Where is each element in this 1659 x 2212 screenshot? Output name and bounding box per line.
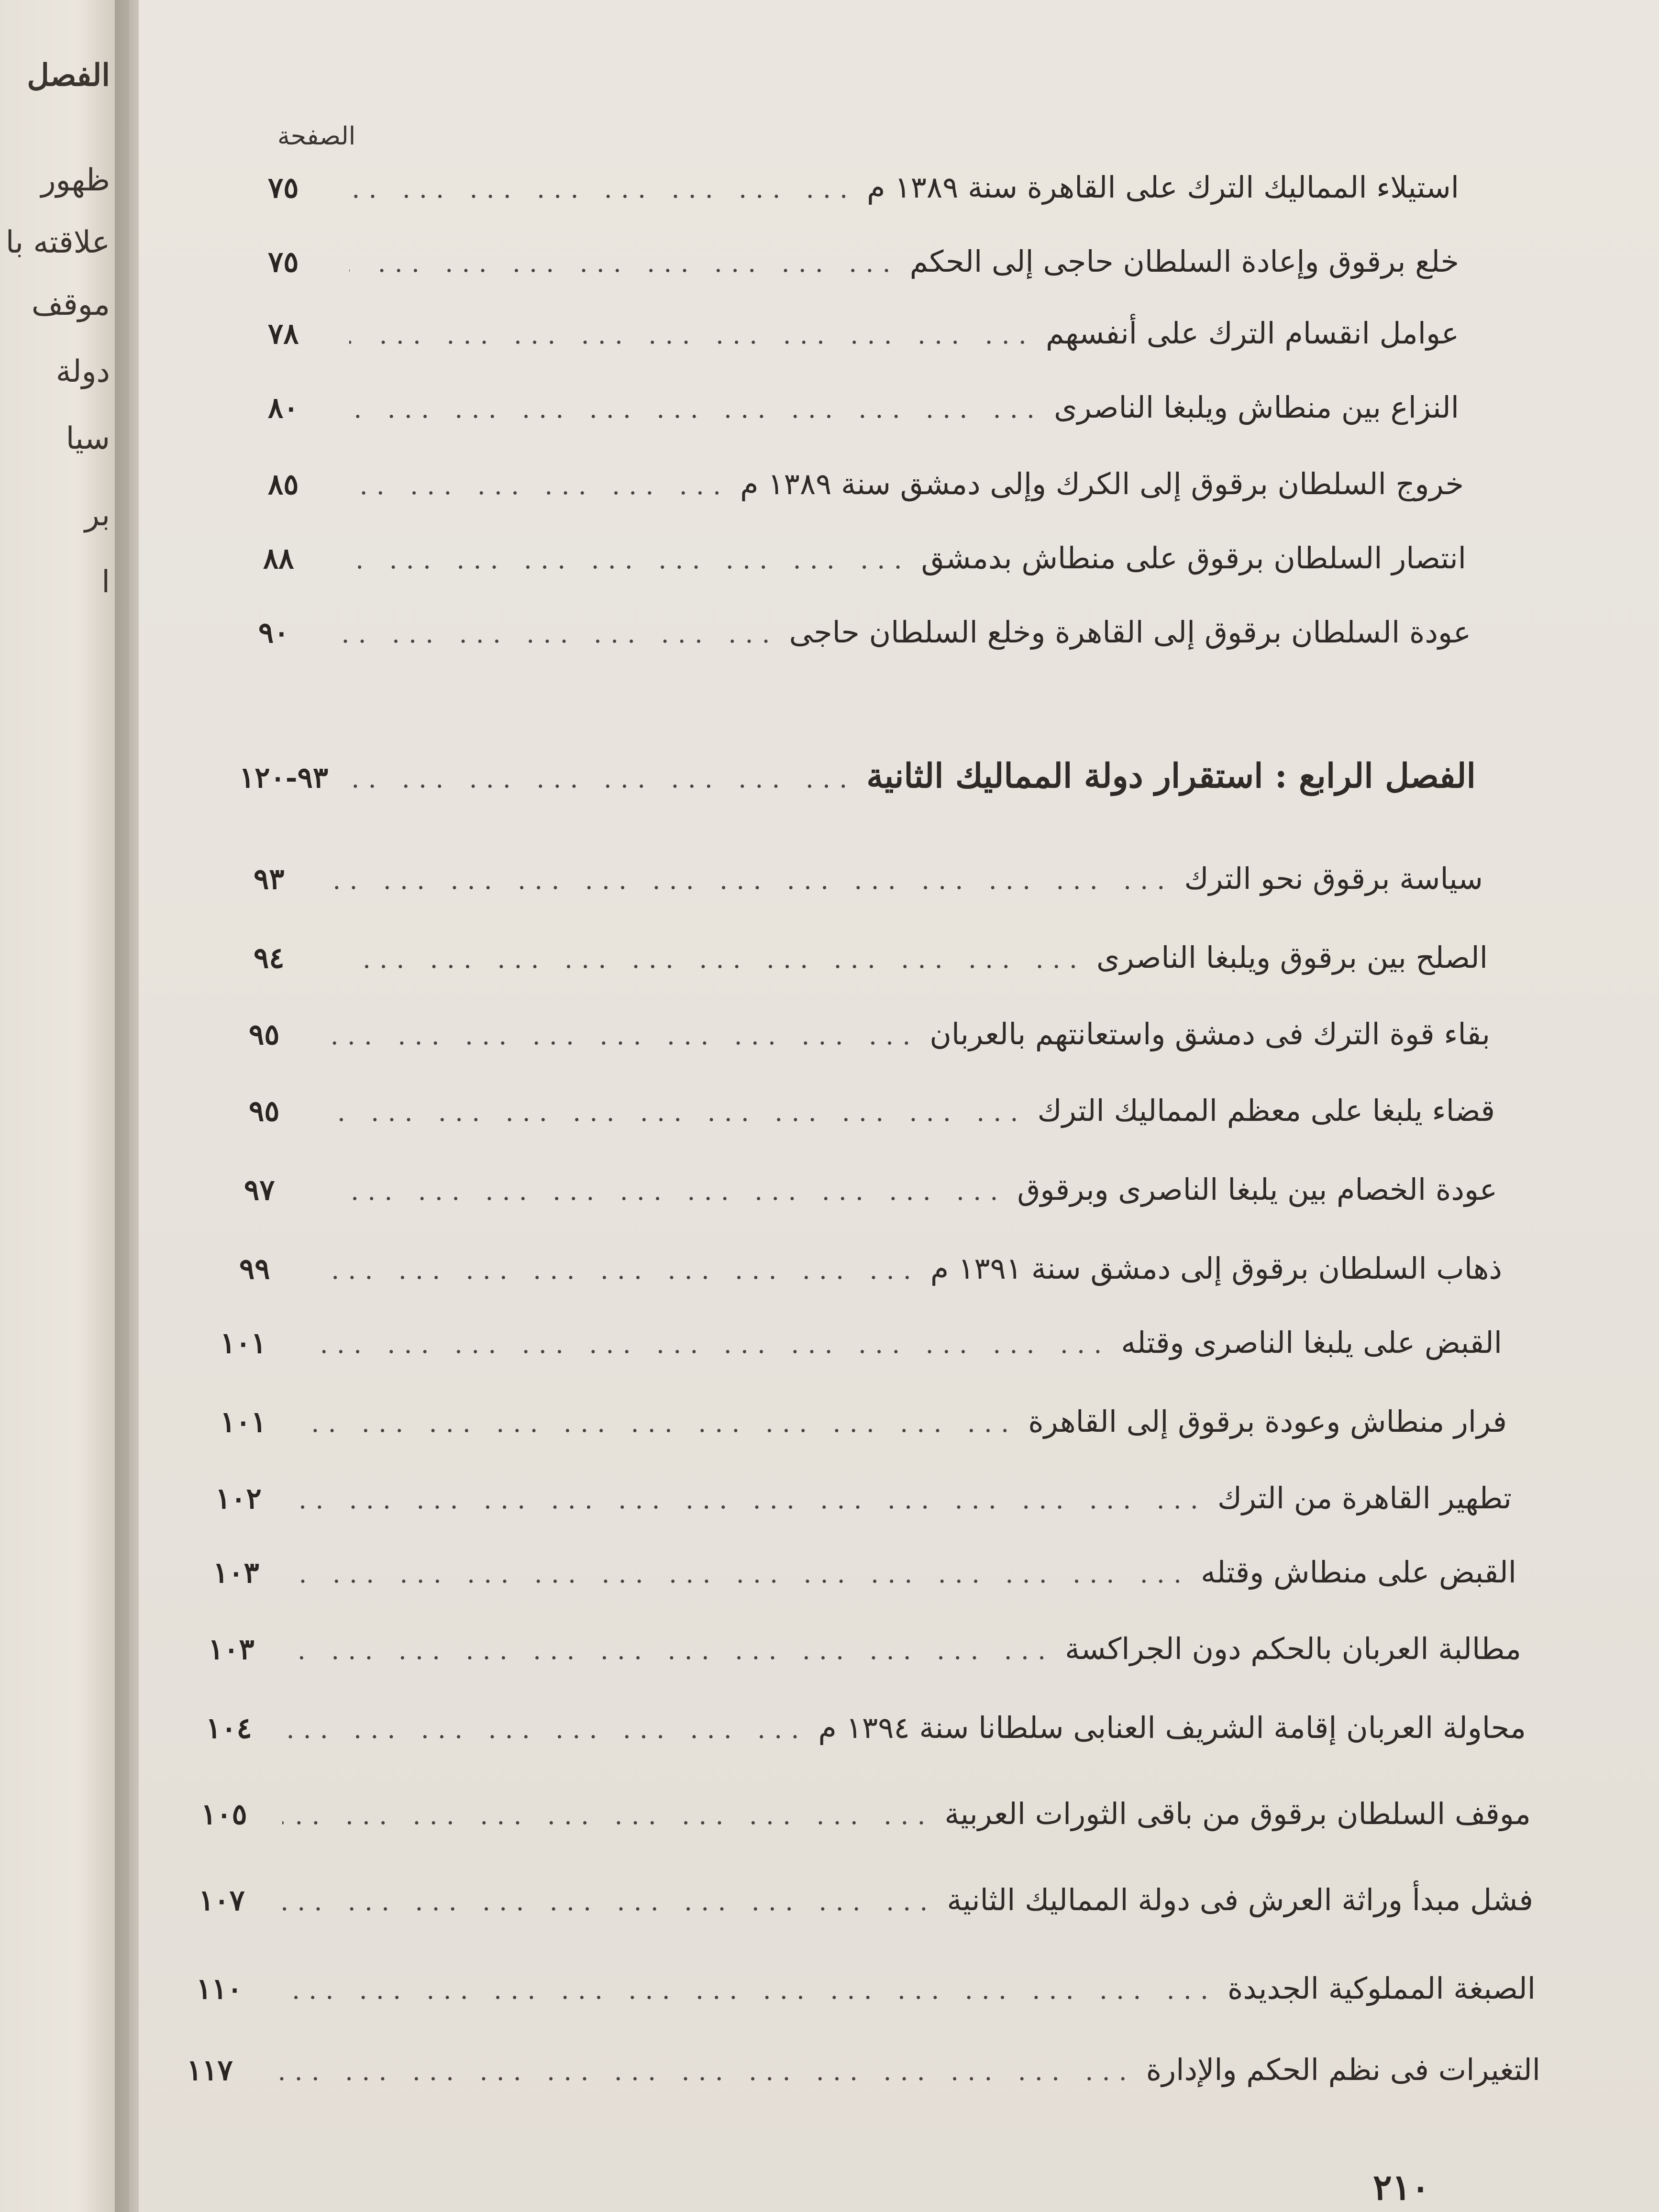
toc-entry-title: انتصار السلطان برقوق على منطاش بدمشق (921, 541, 1466, 575)
toc-entry-title: عودة الخصام بين يلبغا الناصرى وبرقوق (1017, 1172, 1497, 1207)
toc-entry (213, 1555, 1516, 1590)
dot-leader (294, 1559, 1201, 1589)
facing-page-text: ا (101, 564, 110, 600)
toc-entry-title: الصبغة المملوكية الجديدة (1228, 1971, 1536, 2006)
table-of-contents (139, 0, 1659, 2212)
toc-entry (268, 316, 1459, 351)
toc-entry-title: قضاء يلبغا على معظم المماليك الترك (1037, 1093, 1495, 1128)
dot-leader (287, 1714, 818, 1744)
toc-entry (263, 541, 1466, 575)
toc-entry (268, 390, 1459, 425)
dot-leader (289, 1635, 1065, 1665)
dot-leader (349, 470, 740, 500)
toc-entry (268, 170, 1459, 205)
dot-leader (349, 248, 910, 278)
toc-entry (201, 1796, 1531, 1831)
facing-page-text: موقف (31, 287, 110, 322)
toc-entry-title: بقاء قوة الترك فى دمشق واستعانتهم بالعربان (929, 1017, 1490, 1051)
book-page (139, 0, 1659, 2212)
toc-entry-page: ٨٠ (268, 391, 299, 425)
dot-leader (330, 1097, 1038, 1127)
chapter-title: الفصل الرابع : استقرار دولة المماليك الثانية (866, 756, 1476, 796)
dot-leader (340, 619, 789, 649)
dot-leader (277, 1975, 1228, 2005)
facing-page-text: علاقته با (5, 225, 110, 260)
dot-leader (325, 1176, 1017, 1206)
facing-page-text: دولة (55, 354, 110, 389)
toc-entry (268, 244, 1459, 279)
toc-entry-title: مطالبة العربان بالحكم دون الجراكسة (1065, 1631, 1521, 1666)
dot-leader (349, 763, 866, 794)
toc-entry-page: ٧٥ (268, 245, 299, 279)
toc-entry (268, 466, 1464, 501)
dot-leader (330, 1020, 929, 1051)
toc-entry (206, 1710, 1526, 1745)
toc-entry (215, 1481, 1512, 1515)
toc-entry-title: محاولة العربان إقامة الشريف العنابى سلطانا سنة ١٣٩٤ م (818, 1710, 1526, 1745)
toc-entry-page: ٩٥ (249, 1095, 280, 1128)
toc-entry-page: ١٠٧ (199, 1884, 245, 1917)
chapter-page-range: ٩٣-١٢٠ (239, 761, 329, 795)
toc-entry-title: عودة السلطان برقوق إلى القاهرة وخلع السلطان حاجى (789, 615, 1471, 650)
toc-entry (244, 1172, 1497, 1207)
dot-leader (335, 944, 1096, 974)
toc-entry (254, 861, 1483, 896)
toc-entry-title: فرار منطاش وعودة برقوق إلى القاهرة (1028, 1404, 1507, 1439)
toc-entry (258, 615, 1471, 650)
dot-leader (335, 865, 1184, 895)
toc-entry (208, 1631, 1521, 1666)
toc-entry-page: ٩٤ (254, 941, 285, 975)
facing-page-text: بر (84, 498, 110, 533)
toc-entry-title: موقف السلطان برقوق من باقى الثورات العربية (944, 1796, 1531, 1831)
toc-entry-page: ٨٨ (263, 542, 294, 575)
dot-leader (280, 1886, 947, 1916)
toc-entry-title: القبض على يلبغا الناصرى وقتله (1121, 1325, 1502, 1360)
chapter-heading (239, 756, 1476, 796)
toc-entry (220, 1404, 1507, 1439)
dot-leader (297, 1484, 1217, 1515)
toc-entry-page: ١٠٣ (213, 1556, 259, 1590)
toc-entry-page: ٧٥ (268, 171, 299, 205)
toc-entry (249, 1093, 1495, 1128)
toc-entry (239, 1251, 1502, 1286)
toc-entry-title: القبض على منطاش وقتله (1201, 1555, 1516, 1590)
dot-leader (301, 1408, 1028, 1438)
dot-leader (344, 544, 921, 575)
toc-entry-page: ٩٥ (249, 1018, 280, 1051)
facing-page-text: سيا (66, 421, 110, 456)
dot-leader (282, 1800, 945, 1830)
dot-leader (349, 320, 1046, 350)
toc-entry (196, 1971, 1536, 2006)
toc-entry-page: ٩٣ (254, 863, 285, 896)
toc-entry (187, 2052, 1540, 2087)
page-column-label: الصفحة (277, 122, 356, 151)
toc-entry-title: التغيرات فى نظم الحكم والإدارة (1146, 2052, 1540, 2087)
toc-entry-page: ١٠١ (220, 1327, 266, 1360)
toc-entry-page: ١٠١ (220, 1405, 266, 1439)
dot-leader (349, 174, 867, 204)
toc-entry-title: النزاع بين منطاش ويلبغا الناصرى (1054, 390, 1459, 425)
page-number: ٢١٠ (1373, 2167, 1430, 2208)
toc-entry-page: ٧٨ (268, 317, 299, 351)
toc-entry-page: ٩٠ (258, 616, 289, 650)
toc-entry (249, 1017, 1490, 1051)
dot-leader (301, 1329, 1121, 1359)
toc-entry-page: ١٠٥ (201, 1798, 247, 1831)
dot-leader (321, 1255, 930, 1285)
toc-entry-title: الصلح بين برقوق ويلبغا الناصرى (1096, 940, 1488, 975)
toc-entry-page: ٩٧ (244, 1173, 275, 1207)
dot-leader (349, 394, 1054, 424)
toc-entry-page: ١٠٤ (206, 1712, 252, 1745)
toc-entry-title: تطهير القاهرة من الترك (1217, 1481, 1512, 1515)
toc-entry-page: ١١٧ (187, 2054, 233, 2087)
facing-page-text: الفصل (27, 57, 110, 93)
toc-entry-title: خلع برقوق وإعادة السلطان حاجى إلى الحكم (909, 244, 1459, 279)
toc-entry-title: ذهاب السلطان برقوق إلى دمشق سنة ١٣٩١ م (930, 1251, 1502, 1286)
toc-entry-page: ١٠٣ (208, 1633, 254, 1666)
toc-entry (254, 940, 1488, 975)
toc-entry-title: سياسة برقوق نحو الترك (1184, 861, 1483, 896)
toc-entry-title: فشل مبدأ وراثة العرش فى دولة المماليك الثانية (947, 1882, 1533, 1917)
facing-page-fragment (0, 0, 129, 2212)
toc-entry (199, 1882, 1533, 1917)
toc-entry-title: خروج السلطان برقوق إلى الكرك وإلى دمشق سنة ١٣٨٩ م (740, 466, 1464, 501)
toc-entry-page: ٩٩ (239, 1252, 270, 1286)
toc-entry-page: ١١٠ (196, 1972, 243, 2006)
facing-page-text: ظهور (41, 163, 110, 198)
toc-entry-page: ٨٥ (268, 468, 299, 501)
toc-entry-title: استيلاء المماليك الترك على القاهرة سنة ١٣٨٩ م (867, 170, 1459, 205)
toc-entry-page: ١٠٢ (215, 1482, 262, 1515)
toc-entry (220, 1325, 1502, 1360)
toc-entry-title: عوامل انقسام الترك على أنفسهم (1045, 316, 1459, 351)
dot-leader (268, 2056, 1146, 2086)
